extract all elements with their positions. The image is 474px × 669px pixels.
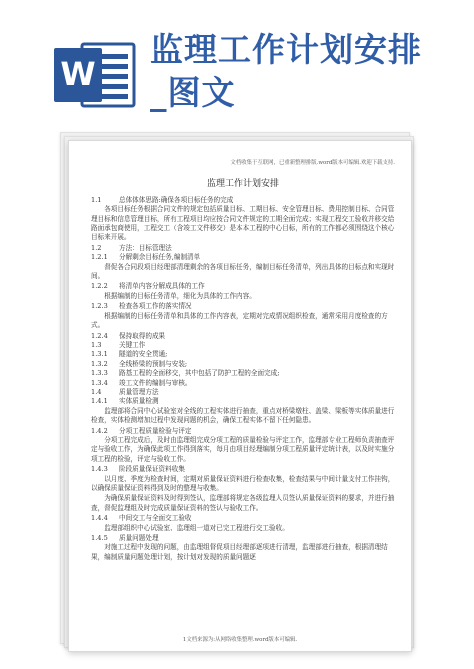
section-heading xyxy=(91,360,395,369)
section-heading-text: 质量管理方法 xyxy=(119,387,159,396)
title-line-1: 监理工作计划安排 xyxy=(150,30,422,69)
section-number: 1.2.4 xyxy=(91,331,108,340)
section-heading-text: 方法：目标管理法 xyxy=(119,243,172,252)
document-title: 监理工作计划安排 xyxy=(206,179,279,190)
body-paragraph: 根据编制的目标任务清单，细化为具体的工作内容。 xyxy=(104,291,256,300)
section-heading xyxy=(91,379,395,388)
section-heading-text: 隧道的安全贯通; xyxy=(119,350,168,359)
document-body xyxy=(91,159,395,563)
section-number: 1.4.4 xyxy=(91,514,108,523)
document-sections xyxy=(91,196,395,562)
section-heading xyxy=(91,282,395,291)
section-number: 1.4.3 xyxy=(91,465,108,474)
section-number: 1.3.2 xyxy=(91,359,108,368)
section-number: 1.4 xyxy=(91,387,102,396)
section-number: 1.4.2 xyxy=(91,426,108,435)
section-heading xyxy=(91,388,395,397)
document-preview xyxy=(60,132,420,652)
section-heading xyxy=(91,341,395,350)
section-heading xyxy=(91,196,395,205)
section-heading-text: 检查各项工作的落实情况 xyxy=(119,302,192,311)
section-heading xyxy=(91,369,395,378)
section-heading xyxy=(91,514,395,523)
section-number: 1.3.1 xyxy=(91,350,108,359)
body-paragraph: 根据编制的目标任务清单和具体的工作内容表，定期对完成情况组织检查，通常采用月度检查的方式。 xyxy=(91,311,388,330)
section-number: 1.4.1 xyxy=(91,397,108,406)
document-page xyxy=(68,140,412,652)
section-heading xyxy=(91,427,395,436)
section-heading xyxy=(91,465,395,474)
section-heading-text: 关键工作 xyxy=(119,340,146,349)
section-heading-text: 总体体体思路:确保各项目标任务的完成 xyxy=(119,195,234,204)
body-paragraph: 监理部将合同中心试验室对全线的工程实体进行抽查，重点对桥梁墩柱、盖梁、梁板等实体质量进行检查，实体检测增加过程中发现问题的机会，确保工程实体不留下任何隐患。 xyxy=(91,406,395,425)
section-heading xyxy=(91,397,395,406)
section-heading-text: 阶段质量保证资料收集 xyxy=(119,465,185,474)
section-heading-text: 保持取得的成果 xyxy=(119,331,166,340)
section-heading-text: 将清单内容分解成具体的工作 xyxy=(119,282,205,291)
section-heading-text: 全线桥梁的预制与安装; xyxy=(119,359,188,368)
section-heading-text: 中间交工与全面交工验收 xyxy=(119,514,192,523)
section-heading xyxy=(91,332,395,341)
section-number: 1.2.3 xyxy=(91,302,108,311)
page-title xyxy=(150,28,466,114)
title-line-2: _图文 xyxy=(150,73,236,112)
body-paragraph: 以月度、季度为检查时间，定期对质量保证资料进行检查收集，检查结果与中间计量支付工作挂钩，以确保质量保证资料得到及时的整理与收集。 xyxy=(91,474,395,492)
section-heading xyxy=(91,350,395,359)
section-number: 1.3.4 xyxy=(91,378,108,387)
body-paragraph: 分项工程完成后，及时由监理组完成分项工程的质量检验与评定工作，监理部专业工程师负责抽查评定与验收工作，为确保此项工作得到落实，每月由项目经理编制分项工程质量评定统计表，以及时实施分项工程的检验，评定与验收工作。 xyxy=(91,435,395,463)
section-heading xyxy=(91,302,395,311)
body-paragraph: 对施工过程中发现的问题，由监理组督促项目经理部逐项进行清理，监理部进行抽查，根据清理结果，编制质量问题处理计划，按计划对发现的质量问题逐 xyxy=(91,543,388,561)
word-logo-letter: W xyxy=(60,55,96,93)
body-paragraph: 为确保质量保证资料及时得到签认，监理部将规定各级监理人员签认质量保证资料的要求，并进行抽查，督促监理组及时完成质量保证资料的签认与验收工作。 xyxy=(91,494,395,512)
document-banner xyxy=(0,0,474,128)
page-footer: 1文档来源为:从网络收集整理.word版本可编辑. xyxy=(182,637,298,643)
section-heading xyxy=(91,244,395,253)
word-logo-icon xyxy=(52,38,138,112)
section-number: 1.2.2 xyxy=(91,282,108,291)
section-heading-text: 质量问题处理 xyxy=(119,534,159,543)
section-heading xyxy=(91,253,395,262)
body-paragraph: 督促各合同段项目经理部清理剩余的各项目标任务，编制目标任务清单，列出具体的目标点和实现时间。 xyxy=(91,262,395,281)
body-paragraph: 监理部组织中心试验室、监理组一道对已完工程进行交工验收。 xyxy=(104,523,289,532)
section-number: 1.3 xyxy=(91,340,102,349)
section-heading-text: 实体质量检测 xyxy=(119,397,159,406)
section-number: 1.2.1 xyxy=(91,253,108,262)
section-number: 1.3.3 xyxy=(91,369,108,378)
section-number: 1.2 xyxy=(91,243,102,252)
section-heading-text: 路基工程的全面移交，其中包括了防护工程的全面完成; xyxy=(119,369,280,378)
section-number: 1.4.5 xyxy=(91,534,108,543)
header-notice: 文档收集于互联网，已重新整理排版.word版本可编辑.欢迎下载支持. xyxy=(230,160,395,166)
body-paragraph: 各项目标任务根据合同文件的规定包括质量目标、工期目标、安全管理目标、费用控制目标、合同管理目标和信息管理目标，所有工程项目均应按合同文件规定的工期全面完成；实现工程交工验收并移交给路面承包商使用，工程交工（含竣工文件移交）是本本工程的中心目标，所有的工作都必须围绕这个核心目标来开展。 xyxy=(91,205,395,242)
section-heading-text: 竣工文件的编制与审核。 xyxy=(119,378,192,387)
section-heading-text: 分解剩余目标任务,编制清单 xyxy=(119,253,201,262)
section-number: 1.1 xyxy=(91,195,102,204)
section-heading-text: 分项工程质量检验与评定 xyxy=(119,426,192,435)
